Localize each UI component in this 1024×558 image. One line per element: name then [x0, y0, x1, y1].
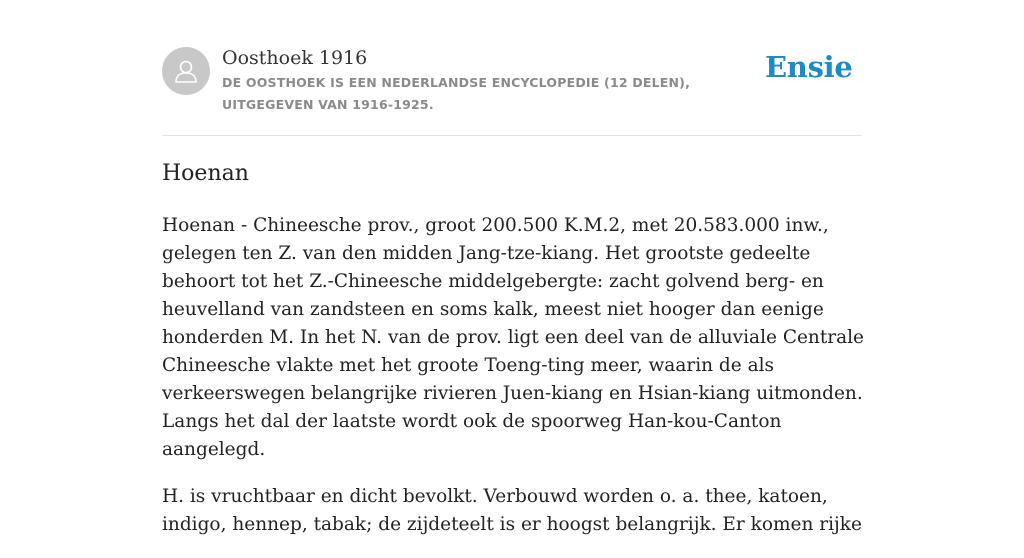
- avatar[interactable]: [162, 47, 210, 95]
- source-header: [162, 46, 862, 136]
- article-paragraph: Hoenan - Chineesche prov., groot 200.500 K.M.2, met 20.583.000 inw., gelegen ten Z. van den midden Jang-tze-kiang. Het grootste gedeelte behoort tot het Z.-Chineesche middelgebergte: zacht golvend berg- en heuvelland van zandsteen en soms kalk, meest niet hooger dan eenige honderden M. In het N. van de prov. ligt een deel van de alluviale Centrale Chineesche vlakte met het groote Toeng-ting meer, waarin de als verkeerswegen belangrijke rivieren Juen-kiang en Hsian-kiang uitmonden. Langs het dal der laatste wordt ook de spoorweg Han-kou-Canton aangelegd.: [162, 215, 865, 460]
- article-title: Hoenan: [162, 161, 249, 186]
- source-info: [222, 46, 762, 116]
- ensie-logo-link[interactable]: Ensie: [765, 50, 853, 84]
- source-name[interactable]: Oosthoek 1916: [222, 47, 368, 69]
- article-paragraph: H. is vruchtbaar en dicht bevolkt. Verbouwd worden o. a. thee, katoen, indigo, hennep, tabak; de zijdeteelt is er hoogst belangrijk. Er komen rijke: [162, 486, 862, 535]
- article-body: [162, 212, 866, 558]
- source-description: DE OOSTHOEK IS EEN NEDERLANDSE ENCYCLOPEDIE (12 DELEN), UITGEGEVEN VAN 1916-1925.: [222, 75, 691, 112]
- user-icon: [171, 56, 201, 86]
- header-divider: [162, 135, 862, 136]
